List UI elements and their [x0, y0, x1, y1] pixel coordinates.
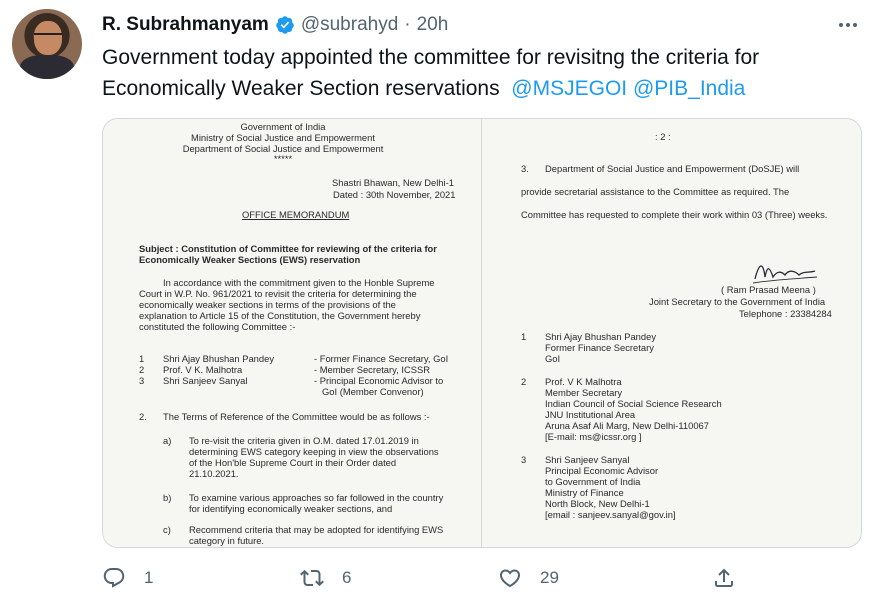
doc-member-name: Prof. V K. Malhotra: [163, 364, 243, 375]
retweet-button[interactable]: [300, 566, 351, 590]
doc-ministry: Ministry of Social Justice and Empowerment: [191, 132, 375, 143]
like-count: 29: [540, 568, 559, 587]
doc-gov: Government of India: [240, 121, 326, 132]
doc-tor-line: 21.10.2021.: [189, 468, 239, 479]
tweet-timestamp[interactable]: 20h: [416, 14, 449, 35]
doc-tor-line: category in future.: [189, 535, 265, 546]
doc-dept: Department of Social Justice and Empowerment: [182, 143, 384, 154]
doc-addr-line: [email : sanjeev.sanyal@gov.in]: [545, 509, 676, 520]
author-avatar[interactable]: [12, 9, 82, 79]
doc-tor-line: for identifying economically weaker sections, and: [189, 503, 393, 514]
tweet-header: [102, 12, 448, 38]
mention-msjegoi[interactable]: @MSJEGOI: [511, 77, 628, 100]
tweet-actions: [102, 566, 862, 595]
doc-subject-2: Economically Weaker Sections (EWS) reservation: [139, 254, 361, 265]
signature-icon: [751, 257, 821, 287]
doc-tor-label: c): [163, 524, 171, 535]
doc-member-num: 3: [139, 375, 145, 386]
doc-member-num: 2: [139, 364, 145, 375]
retweet-icon: [300, 566, 324, 590]
doc-page-number: : 2 :: [655, 131, 671, 142]
doc-para2-num: 2.: [139, 411, 147, 422]
doc-tor-line: of the Hon'ble Supreme Court in their Order dated: [189, 457, 397, 468]
document-page-1: [103, 119, 482, 548]
reply-count: 1: [144, 568, 154, 587]
header-separator: ·: [404, 14, 411, 35]
doc-stars: *****: [273, 153, 293, 164]
doc-para3-line: Committee has requested to complete their work within 03 (Three) weeks.: [521, 209, 828, 220]
doc-place: Shastri Bhawan, New Delhi-1: [332, 177, 454, 188]
heart-icon: [498, 566, 522, 590]
doc-tor-label: b): [163, 492, 172, 503]
doc-tor-line: Recommend criteria that may be adopted for identifying EWS: [189, 524, 444, 535]
more-dot-icon: [853, 23, 857, 27]
doc-sign-tel: Telephone : 23384284: [739, 308, 832, 319]
doc-addr-line: Indian Council of Social Science Research: [545, 398, 722, 409]
doc-member-role: - Former Finance Secretary, GoI: [314, 353, 449, 364]
doc-tor-line: determining EWS category keeping in view the observations: [189, 446, 439, 457]
doc-addr-num: 3: [521, 454, 527, 465]
doc-addr-line: Shri Sanjeev Sanyal: [545, 454, 630, 465]
doc-para1-line: economically weaker sections in terms of the provisions of the: [139, 299, 396, 310]
doc-addr-line: Prof. V K Malhotra: [545, 376, 622, 387]
doc-addr-line: Member Secretary: [545, 387, 623, 398]
doc-title: OFFICE MEMORANDUM: [242, 209, 350, 220]
doc-addr-line: Aruna Asaf Ali Marg, New Delhi-110067: [545, 420, 709, 431]
doc-addr-line: Ministry of Finance: [545, 487, 624, 498]
reply-icon: [102, 566, 126, 590]
tweet-media-image[interactable]: [102, 118, 862, 548]
doc-tor-label: a): [163, 435, 172, 446]
more-dot-icon: [846, 23, 850, 27]
tweet-text: [102, 42, 862, 104]
share-button[interactable]: [712, 566, 736, 590]
doc-para1-line: In accordance with the commitment given to the Honble Supreme: [163, 277, 435, 288]
doc-para1-line: constituted the following Committee :-: [139, 321, 296, 332]
doc-para1-line: explanation to Article 15 of the Constitution, the Government hereby: [139, 310, 421, 321]
author-handle[interactable]: @subrahyd: [300, 14, 399, 35]
doc-addr-line: Principal Economic Advisor: [545, 465, 659, 476]
doc-member-name: Shri Ajay Bhushan Pandey: [163, 353, 275, 364]
doc-addr-line: Former Finance Secretary: [545, 342, 654, 353]
doc-sign-name: ( Ram Prasad Meena ): [721, 284, 816, 295]
like-button[interactable]: [498, 566, 559, 590]
doc-para3-num: 3.: [521, 163, 529, 174]
doc-member-name: Shri Sanjeev Sanyal: [163, 375, 248, 386]
more-options-button[interactable]: [833, 14, 863, 36]
doc-para1-line: Court in W.P. No. 961/2021 to revisit the criteria for determining the: [139, 288, 417, 299]
doc-sign-desig: Joint Secretary to the Government of India: [649, 296, 826, 307]
doc-member-num: 1: [139, 353, 145, 364]
doc-addr-line: [E-mail: ms@icssr.org ]: [545, 431, 642, 442]
doc-addr-line: to Government of India: [545, 476, 641, 487]
avatar-glasses: [34, 33, 62, 39]
doc-tor-line: To examine various approaches so far followed in the country: [189, 492, 444, 503]
doc-addr-line: North Block, New Delhi-1: [545, 498, 650, 509]
avatar-shirt: [20, 55, 74, 79]
more-dot-icon: [839, 23, 843, 27]
doc-addr-num: 1: [521, 331, 527, 342]
doc-para3-line: provide secretarial assistance to the Committee as required. The: [521, 186, 790, 197]
doc-dated: Dated : 30th November, 2021: [333, 189, 456, 200]
doc-tor-line: To re-visit the criteria given in O.M. dated 17.01.2019 in: [189, 435, 419, 446]
doc-member-role-cont: GoI (Member Convenor): [322, 386, 424, 397]
doc-addr-num: 2: [521, 376, 527, 387]
doc-addr-line: GoI: [545, 353, 561, 364]
author-name[interactable]: R. Subrahmanyam: [102, 14, 269, 35]
doc-member-role: - Principal Economic Advisor to: [314, 375, 444, 386]
tweet-body: Government today appointed the committee for revisitng the criteria for Economically Weaker Section reservations: [102, 46, 760, 100]
document-page-2: [483, 119, 862, 548]
doc-member-role: - Member Secretary, ICSSR: [314, 364, 430, 375]
doc-subject-1: Subject : Constitution of Committee for reviewing of the criteria for: [139, 243, 437, 254]
retweet-count: 6: [342, 568, 352, 587]
doc-para3-line: Department of Social Justice and Empowerment (DoSJE) will: [545, 163, 800, 174]
reply-button[interactable]: [102, 566, 153, 590]
share-icon: [712, 566, 736, 590]
mention-pib-india[interactable]: @PIB_India: [632, 77, 746, 100]
verified-badge-icon: [275, 15, 295, 35]
doc-addr-line: JNU Institutional Area: [545, 409, 636, 420]
doc-para2: The Terms of Reference of the Committee would be as follows :-: [163, 411, 430, 422]
doc-addr-line: Shri Ajay Bhushan Pandey: [545, 331, 657, 342]
